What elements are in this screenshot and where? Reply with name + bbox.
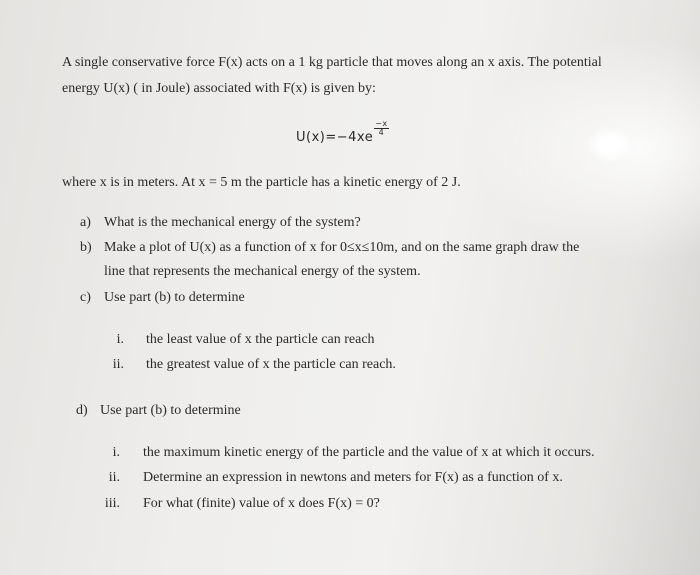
exponent-numerator: −x [375, 119, 388, 128]
part-d-label: d) [76, 403, 88, 418]
part-b-label: b) [80, 240, 92, 255]
light-glare [588, 128, 632, 162]
equation-exponent [374, 120, 388, 137]
part-d-i-numeral: i. [112, 445, 120, 460]
part-c-ii-numeral: ii. [112, 357, 124, 372]
intro-line-1: A single conservative force F(x) acts on a 1 kg particle that moves along an x axis. The potential [62, 55, 602, 70]
part-c-ii-text: the greatest value of x the particle can reach. [146, 357, 396, 372]
part-a-text: What is the mechanical energy of the system? [104, 215, 361, 230]
part-c-text: Use part (b) to determine [104, 290, 245, 305]
part-d-text: Use part (b) to determine [100, 403, 241, 418]
exponent-denominator: 4 [378, 128, 385, 137]
part-a-label: a) [80, 215, 91, 230]
part-d-ii-text: Determine an expression in newtons and meters for F(x) as a function of x. [143, 470, 563, 485]
part-d-ii-numeral: ii. [108, 470, 120, 485]
part-b-line-2: line that represents the mechanical energy of the system. [104, 264, 421, 279]
part-c-label: c) [80, 290, 91, 305]
part-d-iii-text: For what (finite) value of x does F(x) = 0? [143, 496, 380, 511]
part-d-iii-numeral: iii. [104, 496, 120, 511]
part-d-i-text: the maximum kinetic energy of the particle and the value of x at which it occurs. [143, 445, 595, 460]
intro-line-2: energy U(x) ( in Joule) associated with F(x) is given by: [62, 81, 376, 96]
equation-lhs: U(x)=−4xe [296, 130, 374, 145]
potential-energy-equation [296, 119, 389, 147]
part-c-i-numeral: i. [116, 332, 124, 347]
part-b-line-1: Make a plot of U(x) as a function of x for 0≤x≤10m, and on the same graph draw the [104, 240, 580, 255]
intro-paragraph [62, 50, 642, 102]
part-c-i-text: the least value of x the particle can reach [146, 332, 375, 347]
condition-text: where x is in meters. At x = 5 m the particle has a kinetic energy of 2 J. [62, 175, 461, 190]
